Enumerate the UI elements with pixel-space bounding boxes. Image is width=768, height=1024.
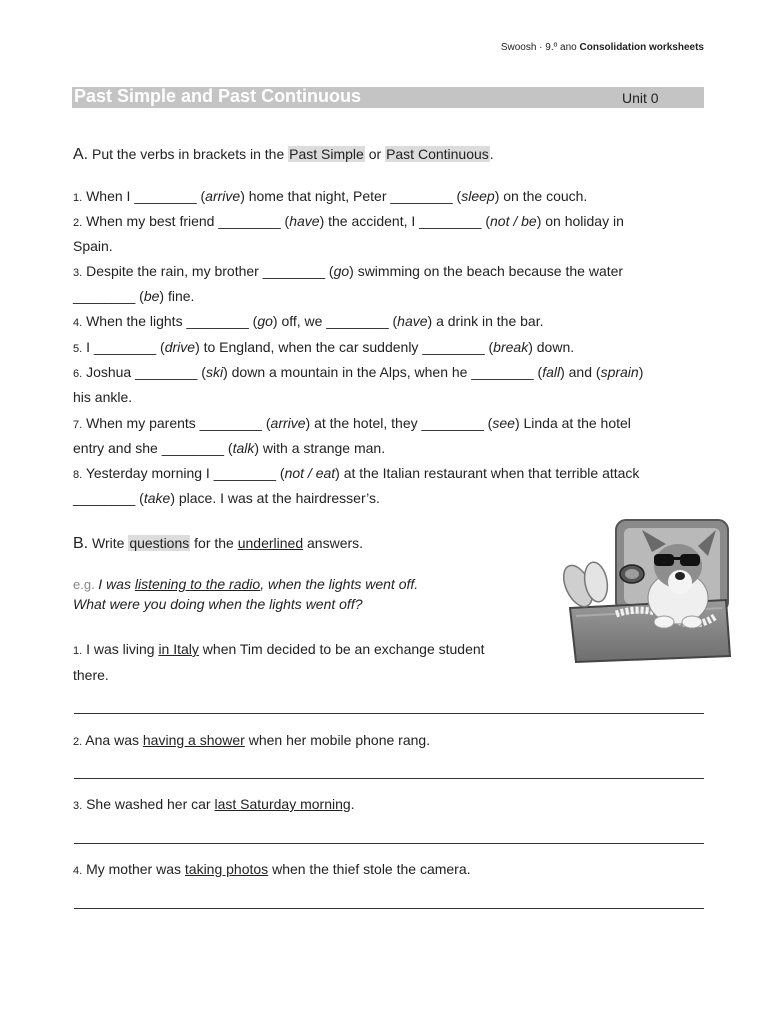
item-text: ) at the hotel, they ________ ( [305,415,493,431]
section-b-instruction [73,535,363,553]
verb-hint: not / eat [284,465,336,481]
instruction-text: or [364,146,386,162]
series-name: Swoosh · 9.º ano [500,42,580,53]
item-text: when her mobile phone rang. [244,732,431,748]
example-underlined: listening to the radio [134,576,261,592]
item-text: ) on holiday in [536,213,624,229]
answer-line-4[interactable] [74,908,704,909]
underlined-answer: taking photos [184,861,269,877]
instruction-text: for the [190,535,238,551]
item-number: 1. [73,192,83,204]
item-text: ________ ( [73,288,144,304]
item-number: 3. [73,800,83,812]
item-number: 5. [73,343,83,355]
exercise-a-item-3 [73,259,713,286]
instruction-text: Write [88,535,129,551]
underlined-answer: last Saturday morning [214,796,351,812]
verb-hint: go [257,313,273,329]
verb-hint: ski [205,364,224,380]
item-text: I ________ ( [82,339,165,355]
item-number: 4. [73,317,83,329]
exercise-b-item-1-cont: there. [73,667,109,683]
underlined-answer: in Italy [158,641,199,657]
section-a-letter: A. [73,146,89,163]
underlined-answer: having a shower [142,732,245,748]
example-text: I was [98,576,135,592]
item-text: ________ ( [73,490,144,506]
exercise-b-item-4 [73,857,713,884]
verb-hint: have [289,213,320,229]
answer-line-2[interactable] [74,778,704,779]
exercise-a-item-2-cont: Spain. [73,238,113,254]
verb-hint: be [143,288,160,304]
verb-hint: take [143,490,171,506]
example-answer [73,576,418,592]
item-text: . [350,796,355,812]
item-text: My mother was [82,861,185,877]
item-text: ) and ( [560,364,601,380]
item-text: Yesterday morning I ________ ( [82,465,285,481]
item-text: ) fine. [159,288,195,304]
section-b-letter: B. [73,535,89,552]
highlight-past-simple: Past Simple [289,146,364,162]
highlight-questions: questions [129,535,190,551]
item-text: Ana was [82,732,143,748]
item-number: 8. [73,469,83,481]
item-text: when Tim decided to be an exchange student [198,641,485,657]
exercise-a-item-6-cont: his ankle. [73,389,133,405]
item-text: ) a drink in the bar. [427,313,544,329]
item-text: ) down. [528,339,575,355]
item-text: ) with a strange man. [254,440,386,456]
exercise-a-item-8 [73,461,713,488]
answer-line-1[interactable] [74,713,704,714]
example-question [73,596,363,612]
highlight-past-continuous: Past Continuous [386,146,489,162]
instruction-text: answers. [303,535,364,551]
series-header [501,42,704,53]
answer-line-3[interactable] [74,843,704,844]
item-text: ) place. I was at the hairdresser’s. [170,490,380,506]
item-text: When my parents ________ ( [82,415,271,431]
exercise-a-item-2 [73,209,713,236]
item-text: when the thief stole the camera. [268,861,471,877]
underlined-word: underlined [237,535,304,551]
worksheet-title: Past Simple and Past Continuous [74,86,362,106]
item-number: 2. [73,736,83,748]
item-text: ) swimming on the beach because the water [349,263,624,279]
exercise-a-item-3-cont [73,284,713,309]
exercise-a-item-7-cont [73,436,713,461]
item-number: 4. [73,865,83,877]
instruction-text: Put the verbs in brackets in the [88,146,289,162]
item-number: 2. [73,217,83,229]
series-subtitle: Consolidation worksheets [579,42,704,53]
item-text: ) on the couch. [494,188,588,204]
exercise-b-item-1 [73,637,543,664]
instruction-text: . [489,146,494,162]
item-text: ) [638,364,644,380]
example-question-text: What were you doing when the lights went off? [73,596,363,612]
verb-hint: break [493,339,529,355]
exercise-a-item-6 [73,360,713,387]
example-label: e.g. [73,577,99,592]
item-text: ) Linda at the hotel [514,415,631,431]
exercise-a-item-8-cont [73,486,713,511]
example-text: , when the lights went off. [260,576,419,592]
item-text: ) to England, when the car suddenly ________ ( [195,339,494,355]
item-text: ) at the Italian restaurant when that terrible attack [335,465,640,481]
item-text: Despite the rain, my brother ________ ( [82,263,334,279]
section-a-instruction [73,146,494,164]
exercise-a-item-7 [73,411,713,438]
item-text: When I ________ ( [82,188,206,204]
item-text: When the lights ________ ( [82,313,258,329]
verb-hint: have [397,313,428,329]
verb-hint: fall [542,364,561,380]
title-bar [72,87,704,108]
exercise-a-item-1 [73,184,713,211]
verb-hint: go [333,263,350,279]
verb-hint: see [492,415,515,431]
item-number: 1. [73,645,83,657]
item-number: 7. [73,419,83,431]
verb-hint: arrive [270,415,306,431]
verb-hint: sprain [600,364,639,380]
item-text: entry and she ________ ( [73,440,233,456]
verb-hint: talk [232,440,255,456]
verb-hint: arrive [205,188,241,204]
item-text: ) the accident, I ________ ( [319,213,491,229]
dog-suitcase-illustration [556,516,734,666]
item-text: When my best friend ________ ( [82,213,290,229]
verb-hint: drive [164,339,196,355]
item-text: Joshua ________ ( [82,364,206,380]
verb-hint: not / be [490,213,537,229]
item-text: ) down a mountain in the Alps, when he ________ ( [223,364,543,380]
exercise-b-item-3 [73,792,713,819]
item-text: ) off, we ________ ( [272,313,398,329]
item-number: 6. [73,368,83,380]
item-text: She washed her car [82,796,215,812]
item-number: 3. [73,267,83,279]
unit-label: Unit 0 [622,90,659,106]
item-text: ) home that night, Peter ________ ( [240,188,462,204]
verb-hint: sleep [461,188,495,204]
exercise-a-item-5 [73,335,713,362]
dog-in-suitcase-photo [556,516,734,666]
exercise-b-item-2 [73,728,713,755]
exercise-a-item-4 [73,309,713,336]
item-text: I was living [82,641,159,657]
